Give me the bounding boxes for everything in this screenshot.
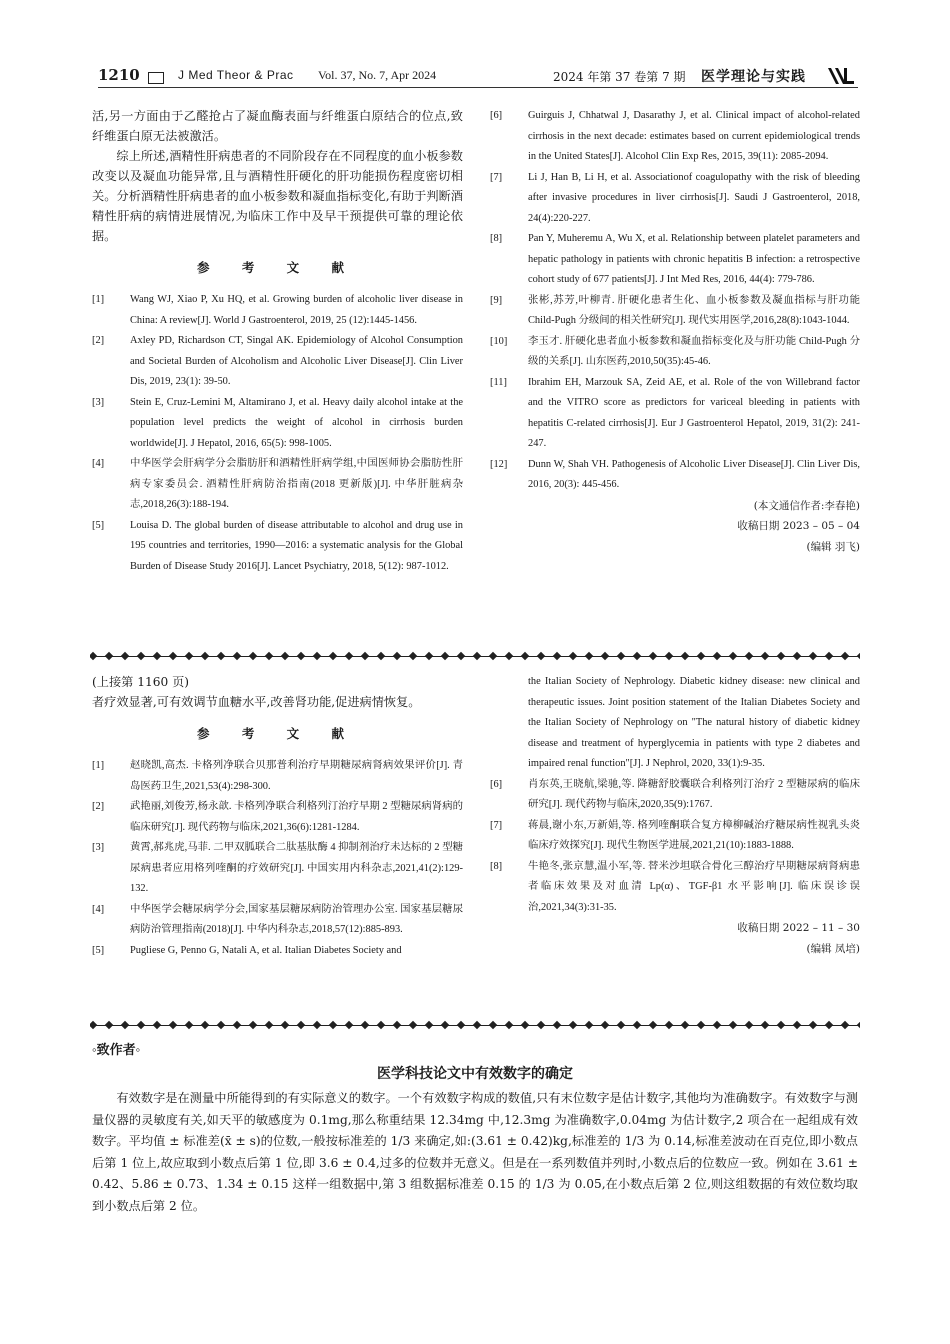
- divider-diamond: [90, 1021, 97, 1029]
- reference-number: [7]: [490, 819, 503, 831]
- divider-diamond: [585, 1021, 593, 1029]
- divider-diamond: [633, 652, 641, 660]
- reference-item: [490, 816, 860, 857]
- divider-diamond: [505, 1021, 513, 1029]
- divider-diamond: [793, 652, 801, 660]
- divider-diamond: [201, 1021, 209, 1029]
- divider-diamond: [249, 652, 257, 660]
- references-title: 参 考 文 献: [196, 726, 359, 741]
- reference-item: [490, 857, 860, 919]
- notice-title: 医学科技论文中有效数字的确定: [377, 1065, 573, 1081]
- reference-number: [1]: [92, 294, 105, 305]
- divider-diamond: [361, 1021, 369, 1029]
- divider-diamond: [425, 652, 433, 660]
- reference-number: [1]: [92, 760, 105, 771]
- divider-diamond: [825, 652, 833, 660]
- reference-number: [2]: [92, 335, 105, 346]
- author-note: (本文通信作者:李春艳): [753, 499, 860, 512]
- section-divider: [90, 1020, 860, 1030]
- article2-left-column: [92, 672, 463, 961]
- divider-diamond: [473, 652, 481, 660]
- continued-from: (上接第 1160 页): [92, 675, 190, 689]
- divider-diamond: [185, 1021, 193, 1029]
- reference-number: [8]: [490, 233, 503, 244]
- divider-diamond: [777, 652, 785, 660]
- divider-diamond: [441, 652, 449, 660]
- divider-diamond: [489, 652, 497, 660]
- divider-diamond: [169, 652, 177, 660]
- references-list: [92, 756, 463, 961]
- reference-item: [92, 797, 463, 838]
- reference-number: [6]: [490, 110, 503, 121]
- divider-diamond: [217, 1021, 225, 1029]
- divider-diamond: [297, 1021, 305, 1029]
- references-title: 参 考 文 献: [196, 260, 359, 275]
- divider-diamond: [793, 1021, 801, 1029]
- reference-item: [92, 516, 463, 578]
- divider-diamond: [857, 652, 860, 660]
- editor-note: (编辑 凤培): [806, 942, 860, 955]
- divider-diamond: [313, 652, 321, 660]
- references-list: [490, 106, 860, 496]
- divider-diamond: [377, 1021, 385, 1029]
- reference-text: Ibrahim EH, Marzouk SA, Zeid AE, et al. Role of the von Willebrand factor and the VITRO score as predictors for variceal bleeding in patients with hepatitis C-related cirrhosis[J]. Eur J Gastroenterol Hepatol, 2019, 31(2): 241-247.: [528, 376, 860, 449]
- header-box-icon: [148, 72, 164, 84]
- divider-diamond: [345, 1021, 353, 1029]
- received-date: 收稿日期 2022 – 11 – 30: [737, 922, 860, 934]
- article1-paragraph: 活,另一方面由于乙醛抢占了凝血酶表面与纤维蛋白原结合的位点,致纤维蛋白原无法被激活。: [92, 109, 463, 143]
- divider-diamond: [233, 652, 241, 660]
- reference-text: 肖东英,王晓航,梁驰,等. 降糖舒胶囊联合利格列汀治疗 2 型糖尿病的临床研究[J]. 现代药物与临床,2020,35(9):1767.: [528, 778, 860, 810]
- reference-item: [92, 393, 463, 455]
- article2-paragraph: 者疗效显著,可有效调节血糖水平,改善肾功能,促进病情恢复。: [92, 695, 421, 709]
- article1-right-column: [490, 106, 860, 557]
- divider-diamond: [153, 1021, 161, 1029]
- reference-text: 武艳丽,刘俊芳,杨永歆. 卡格列净联合利格列汀治疗早期 2 型糖尿病肾病的临床研究[J]. 现代药物与临床,2021,36(6):1281-1284.: [130, 801, 463, 833]
- divider-diamond: [809, 652, 817, 660]
- page-number: 1210: [98, 66, 140, 84]
- divider-diamond: [729, 652, 737, 660]
- divider-diamond: [265, 1021, 273, 1029]
- divider-diamond: [601, 1021, 609, 1029]
- divider-diamond: [457, 1021, 465, 1029]
- reference-item: [490, 455, 860, 496]
- divider-diamond: [777, 1021, 785, 1029]
- reference-item: [92, 290, 463, 331]
- references-list: [490, 672, 860, 918]
- divider-diamond: [121, 652, 129, 660]
- divider-diamond: [105, 652, 113, 660]
- reference-text: Pugliese G, Penno G, Natali A, et al. Italian Diabetes Society and: [130, 944, 402, 956]
- divider-diamond: [729, 1021, 737, 1029]
- divider-diamond: [361, 652, 369, 660]
- reference-item: [92, 331, 463, 393]
- reference-text: Wang WJ, Xiao P, Xu HQ, et al. Growing burden of alcoholic liver disease in China: A review[J]. World J Gastroenterol, 2019, 25 (12):1445-1456.: [130, 294, 463, 326]
- notice-label: ◦致作者◦: [92, 1042, 141, 1057]
- reference-number: [4]: [92, 458, 105, 469]
- divider-diamond: [665, 1021, 673, 1029]
- reference-number: [6]: [490, 778, 503, 790]
- reference-number: [5]: [92, 944, 105, 956]
- divider-diamond: [857, 1021, 860, 1029]
- divider-diamond: [153, 652, 161, 660]
- divider-diamond: [761, 652, 769, 660]
- volume-info: Vol. 37, No. 7, Apr 2024: [318, 68, 437, 82]
- divider-diamond: [601, 652, 609, 660]
- reference-item: [92, 756, 463, 797]
- divider-diamond: [409, 652, 417, 660]
- section-divider: [90, 651, 860, 661]
- reference-item: [92, 454, 463, 516]
- divider-diamond: [297, 652, 305, 660]
- reference-text: 中华医学会糖尿病学分会,国家基层糖尿病防治管理办公室. 国家基层糖尿病防治管理指南(2018)[J]. 中华内科杂志,2018,57(12):885-893.: [130, 903, 463, 935]
- divider-diamond: [313, 1021, 321, 1029]
- divider-diamond: [409, 1021, 417, 1029]
- divider-diamond: [825, 1021, 833, 1029]
- journal-name-cn: 医学理论与实践: [701, 68, 806, 84]
- article2-right-column: [490, 672, 860, 959]
- reference-text: Stein E, Cruz-Lemini M, Altamirano J, et al. Heavy daily alcohol intake at the population level predicts the weight of alcohol in cirrhosis burden worldwide[J]. J Hepatol, 2016, 65(5): 998-1005.: [130, 396, 463, 449]
- reference-number: [10]: [490, 335, 508, 347]
- divider-diamond: [585, 652, 593, 660]
- article1-conclusion: 综上所述,酒精性肝病患者的不同阶段存在不同程度的血小板参数改变以及凝血功能异常,且与酒精性肝硬化的肝功能损伤程度密切相关。分析酒精性肝病患者的血小板参数和凝血指标变化,有助于判断酒精性肝病的病情进展情况,为临床工作中及早干预提供可靠的理论依据。: [92, 149, 463, 243]
- journal-name-en: J Med Theor & Prac: [178, 68, 294, 82]
- reference-number: [4]: [92, 903, 105, 915]
- issue-info-cn: 2024 年第 37 卷第 7 期: [553, 70, 686, 84]
- divider-diamond: [649, 652, 657, 660]
- divider-diamond: [569, 1021, 577, 1029]
- divider-diamond: [90, 652, 97, 660]
- reference-text: 赵晓凯,高杰. 卡格列净联合贝那普利治疗早期糖尿病肾病效果评价[J]. 青岛医药卫生,2021,53(4):298-300.: [130, 760, 463, 792]
- reference-number: [2]: [92, 801, 105, 812]
- reference-text: the Italian Society of Nephrology. Diabetic kidney disease: new clinical and therapeutic issues. Joint position statement of the Italian Diabetes Society and the Italian Society of Nephrology on "The natural history of diabetic kidney disease and treatment of hyperglycemia in patients with type 2 diabetes and impaired renal function"[J]. J Nephrol, 2020, 33(1):9-35.: [528, 676, 860, 769]
- reference-item: [490, 373, 860, 455]
- editor-note: (编辑 羽飞): [806, 540, 860, 553]
- reference-text: 中华医学会肝病学分会脂肪肝和酒精性肝病学组,中国医师协会脂肪性肝病专家委员会. 酒精性肝病防治指南(2018 更新版)[J]. 中华肝脏病杂志,2018,26(3):188-194.: [130, 458, 463, 510]
- divider-diamond: [697, 652, 705, 660]
- reference-text: 蒋晨,谢小东,万新娟,等. 格列喹酮联合复方樟柳碱治疗糖尿病性视乳头炎临床疗效探究[J]. 现代生物医学进展,2021,21(10):1883-1888.: [528, 819, 860, 851]
- reference-number: [7]: [490, 171, 503, 183]
- divider-diamond: [521, 652, 529, 660]
- reference-number: [5]: [92, 519, 105, 531]
- reference-item: [490, 168, 860, 230]
- reference-item: [92, 941, 463, 962]
- divider-diamond: [681, 652, 689, 660]
- divider-diamond: [681, 1021, 689, 1029]
- divider-diamond: [345, 652, 353, 660]
- divider-diamond: [441, 1021, 449, 1029]
- divider-diamond: [473, 1021, 481, 1029]
- reference-number: [8]: [490, 860, 503, 872]
- divider-diamond: [217, 652, 225, 660]
- divider-diamond: [649, 1021, 657, 1029]
- notice-body: 有效数字是在测量中所能得到的有实际意义的数字。一个有效数字构成的数值,只有末位数字是估计数字,其他均为准确数字。有效数字与测量仪器的灵敏度有关,如天平的敏感度为 0.1mg,那么称重结果 12.34mg 中,12.3mg 为准确数字,0.04mg 为估计数字,2 项合在一起组成有效数字。平均值 ± 标准差(x̄ ± s)的位数,一般按标准差的 1/3 来确定,如:(3.61 ± 0.42)kg,标准差的 1/3 为 0.14,标准差波动在百克位,即小数点后第 1 位上,故应取到小数点后第 1 位,即 3.6 ± 0.4,过多的位数并无意义。但是在一系列数值并列时,小数点后的位数应一致。例如在 3.61 ± 0.42、5.86 ± 0.73、1.34 ± 0.15 这样一组数据中,第 3 组数据标准差 0.15 的 1/3 为 0.05,在小数点后第 2 位,则这组数据的有效位数均取到小数点后第 2 位。: [92, 1091, 858, 1213]
- divider-diamond: [137, 1021, 145, 1029]
- divider-diamond: [537, 1021, 545, 1029]
- reference-text: 黄霄,郝兆虎,马菲. 二甲双胍联合二肽基肽酶 4 抑制剂治疗未达标的 2 型糖尿病患者应用格列喹酮的疗效研究[J]. 中国实用内科杂志,2021,41(2):129-132.: [130, 842, 463, 894]
- divider-diamond: [137, 652, 145, 660]
- divider-diamond: [393, 1021, 401, 1029]
- reference-number: [11]: [490, 376, 507, 388]
- divider-diamond: [761, 1021, 769, 1029]
- divider-diamond: [617, 652, 625, 660]
- reference-text: Li J, Han B, Li H, et al. Associationof coagulopathy with the risk of bleeding after invasive procedures in liver cirrhosis[J]. Saudi J Gastroenterol, 2018, 24(4):220-227.: [528, 171, 860, 224]
- divider-diamond: [457, 652, 465, 660]
- divider-diamond: [697, 1021, 705, 1029]
- reference-item: [92, 838, 463, 900]
- reference-text: 牛艳冬,张京慧,温小军,等. 替米沙坦联合骨化三醇治疗早期糖尿病肾病患者临床效果及对血清 Lp(α)、TGF-β1 水平影响[J]. 临床误诊误治,2021,34(3):31-35.: [528, 860, 860, 913]
- reference-number: [9]: [490, 294, 503, 306]
- reference-text: Guirguis J, Chhatwal J, Dasarathy J, et al. Clinical impact of alcohol-related cirrhosis in the next decade: estimates based on current epidemiological trends in the United States[J]. Alcohol Clin Exp Res, 2015, 39(11): 2085-2094.: [528, 110, 860, 162]
- divider-diamond: [553, 652, 561, 660]
- divider-diamond: [809, 1021, 817, 1029]
- divider-diamond: [201, 652, 209, 660]
- divider-diamond: [617, 1021, 625, 1029]
- divider-diamond: [537, 652, 545, 660]
- divider-diamond: [713, 1021, 721, 1029]
- divider-diamond: [505, 652, 513, 660]
- divider-diamond: [393, 652, 401, 660]
- divider-diamond: [633, 1021, 641, 1029]
- divider-diamond: [121, 1021, 129, 1029]
- reference-text: Axley PD, Richardson CT, Singal AK. Epidemiology of Alcohol Consumption and Societal Burden of Alcoholism and Alcoholic Liver Disease[J]. Clin Liver Dis, 2019, 23(1): 39-50.: [130, 335, 463, 387]
- received-date: 收稿日期 2023 – 05 – 04: [737, 520, 860, 532]
- reference-item: [490, 291, 860, 332]
- divider-diamond: [185, 652, 193, 660]
- divider-diamond: [553, 1021, 561, 1029]
- reference-number: [12]: [490, 458, 508, 470]
- divider-diamond: [425, 1021, 433, 1029]
- article1-left-column: [92, 106, 463, 577]
- divider-diamond: [233, 1021, 241, 1029]
- divider-diamond: [569, 652, 577, 660]
- divider-diamond: [377, 652, 385, 660]
- reference-item: [490, 229, 860, 291]
- reference-text: Louisa D. The global burden of disease attributable to alcohol and drug use in 195 countries and territories, 1990—2016: a systematic analysis for the Global Burden of Disease Study 2016[J]. Lancet Psychiatry, 2018, 5(12): 987-1012.: [130, 519, 463, 572]
- reference-text: Pan Y, Muheremu A, Wu X, et al. Relationship between platelet parameters and hepatic pathology in patients with chronic hepatitis B infection: a retrospective cohort study of 677 patients[J]. J Int Med Res, 2016, 44(4): 779-786.: [528, 233, 860, 285]
- header-rule: [98, 87, 858, 88]
- reference-text: Dunn W, Shah VH. Pathogenesis of Alcoholic Liver Disease[J]. Clin Liver Dis, 2016, 20(3): 445-456.: [528, 458, 860, 490]
- reference-item: [490, 106, 860, 168]
- references-list: [92, 290, 463, 577]
- divider-diamond: [521, 1021, 529, 1029]
- divider-diamond: [265, 652, 273, 660]
- divider-diamond: [329, 652, 337, 660]
- divider-diamond: [713, 652, 721, 660]
- divider-diamond: [745, 652, 753, 660]
- reference-number: [3]: [92, 842, 105, 853]
- divider-diamond: [281, 1021, 289, 1029]
- reference-item: [490, 332, 860, 373]
- reference-text: 李玉才. 肝硬化患者血小板参数和凝血指标变化及与肝功能 Child-Pugh 分级的关系[J]. 山东医药,2010,50(35):45-46.: [528, 335, 860, 367]
- reference-number: [3]: [92, 396, 105, 408]
- divider-diamond: [665, 652, 673, 660]
- divider-diamond: [489, 1021, 497, 1029]
- reference-item: [92, 900, 463, 941]
- reference-text: 张彬,苏芳,叶柳青. 肝硬化患者生化、血小板参数及凝血指标与肝功能 Child-Pugh 分级间的相关性研究[J]. 现代实用医学,2016,28(8):1043-1044.: [528, 294, 860, 326]
- divider-diamond: [105, 1021, 113, 1029]
- divider-diamond: [841, 1021, 849, 1029]
- divider-diamond: [169, 1021, 177, 1029]
- divider-diamond: [249, 1021, 257, 1029]
- divider-diamond: [841, 652, 849, 660]
- divider-diamond: [281, 652, 289, 660]
- divider-diamond: [329, 1021, 337, 1029]
- journal-logo-icon: [826, 66, 856, 86]
- reference-item: [490, 775, 860, 816]
- reference-item: [490, 672, 860, 775]
- divider-diamond: [745, 1021, 753, 1029]
